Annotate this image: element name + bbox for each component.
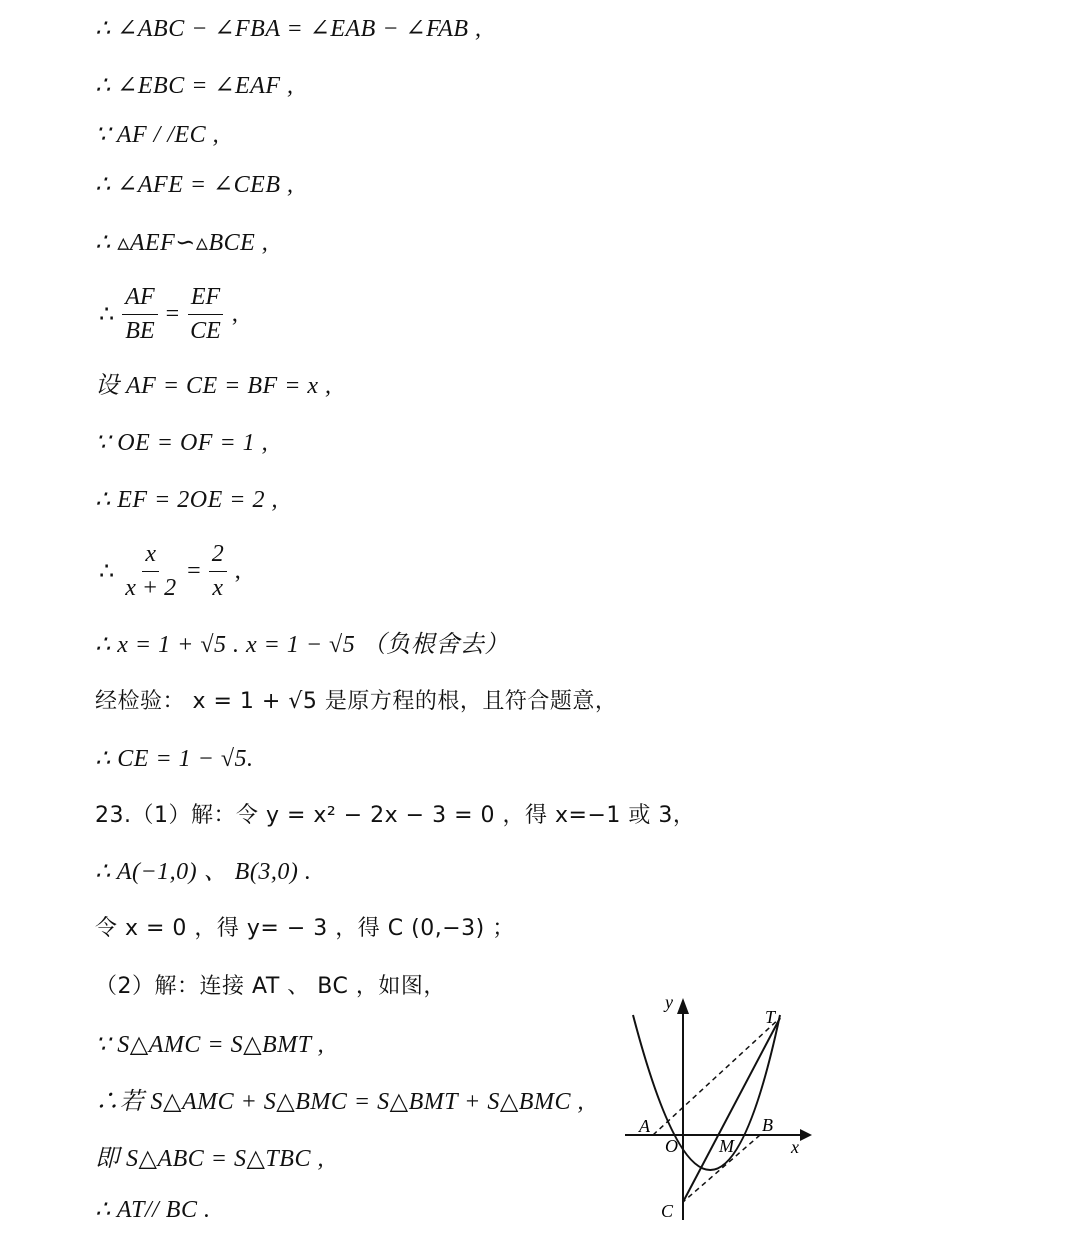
fraction-ef-ce (187, 284, 224, 345)
proof-line-8: ∵ OE = OF = 1 , (95, 430, 269, 456)
proof-line-3: ∵ AF / /EC , (95, 122, 220, 148)
fraction-2-over-x (209, 541, 227, 602)
label-o: O (665, 1136, 678, 1156)
denominator: x (212, 575, 224, 601)
proof-line-2: ∴ ∠EBC = ∠EAF , (95, 73, 294, 99)
comma: , (231, 301, 238, 327)
parabola-curve (633, 1015, 780, 1170)
proof-line-15: ∴ A(−1,0) 、 B(3,0) . (95, 859, 312, 885)
problem-23-part-1: 23.（1）解：令 y = x² − 2x − 3 = 0 ，得 x=−1 或 3， (95, 803, 696, 828)
denominator: x + 2 (125, 575, 177, 601)
therefore-symbol: ∴ (99, 559, 115, 585)
numerator: EF (188, 284, 223, 315)
proof-line-9: ∴ EF = 2OE = 2 , (95, 487, 278, 513)
equals-sign: = (165, 301, 180, 327)
comma: , (234, 558, 241, 584)
proof-line-11: ∴ x = 1 + √5 . x = 1 − √5 （负根舍去） (95, 632, 509, 658)
fraction-equation-2 (95, 541, 245, 602)
label-t: T (765, 1007, 776, 1027)
proof-line-12: 经检验： x = 1 + √5 是原方程的根，且符合题意， (95, 689, 618, 714)
numerator: x (142, 541, 159, 572)
proof-line-21: ∴ AT// BC . (95, 1197, 211, 1223)
proof-line-20: 即 S△ABC = S△TBC , (95, 1146, 324, 1172)
fraction-af-be (122, 284, 157, 345)
denominator: BE (125, 318, 155, 344)
proof-line-4: ∴ ∠AFE = ∠CEB , (95, 172, 294, 198)
fraction-x-over-x-plus-2 (122, 541, 179, 602)
segment-tc (683, 1018, 780, 1202)
proof-line-18: ∵ S△AMC = S△BMT , (95, 1032, 325, 1058)
proof-line-5: ∴ ▵AEF∽▵BCE , (95, 230, 269, 256)
x-axis-arrow-icon (800, 1129, 812, 1141)
problem-23-part-2: （2）解：连接 AT 、 BC ，如图， (95, 974, 446, 999)
proof-line-19: ∴若 S△AMC + S△BMC = S△BMT + S△BMC , (95, 1089, 584, 1115)
proof-line-7: 设 AF = CE = BF = x , (95, 373, 332, 399)
y-axis-arrow-icon (677, 998, 689, 1014)
parabola-figure (615, 990, 815, 1230)
proof-line-16: 令 x = 0 ，得 y= − 3 ，得 C (0,−3) ； (95, 916, 515, 941)
label-m: M (719, 1136, 734, 1156)
segment-at (653, 1018, 780, 1135)
label-x: x (791, 1137, 799, 1157)
fraction-equation-1 (95, 284, 242, 345)
numerator: AF (122, 284, 157, 315)
equals-sign: = (187, 558, 201, 584)
proof-line-1: ∴ ∠ABC − ∠FBA = ∠EAB − ∠FAB , (95, 16, 482, 42)
numerator: 2 (209, 541, 227, 572)
label-a: A (639, 1116, 650, 1136)
therefore-symbol: ∴ (99, 302, 115, 328)
denominator: CE (190, 318, 221, 344)
label-y: y (665, 992, 673, 1012)
label-b: B (762, 1115, 773, 1135)
label-c: C (661, 1201, 674, 1221)
proof-line-13: ∴ CE = 1 − √5. (95, 746, 254, 772)
